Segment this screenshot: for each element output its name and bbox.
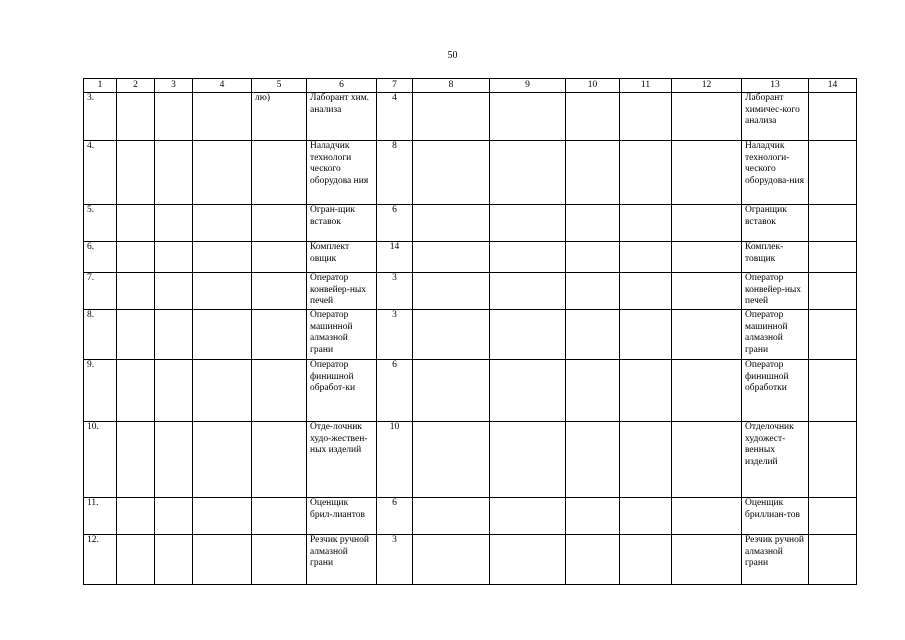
table-cell [566,242,620,273]
table-cell [117,535,155,585]
table-cell [413,93,490,141]
table-cell [193,205,252,242]
row-number: 8. [84,310,117,360]
table-cell [620,273,672,310]
table-cell [155,360,193,422]
column-header: 11 [620,79,672,93]
column-header: 10 [566,79,620,93]
table-cell [117,273,155,310]
table-cell [413,498,490,535]
table-cell [566,422,620,498]
table-cell [193,273,252,310]
profession-cell: Наладчик технологи ческого оборудова ния [307,141,377,205]
table-cell [566,310,620,360]
row-number: 4. [84,141,117,205]
column-header: 5 [252,79,307,93]
column-header: 14 [809,79,857,93]
table-cell [809,535,857,585]
row-number: 6. [84,242,117,273]
column-header: 4 [193,79,252,93]
table-cell [117,93,155,141]
table-cell [809,273,857,310]
row-number: 12. [84,535,117,585]
column-5-cell [252,310,307,360]
row-number: 5. [84,205,117,242]
table-cell [672,422,742,498]
table-cell [413,242,490,273]
column-header: 7 [377,79,413,93]
column-header: 13 [742,79,809,93]
table-cell [117,242,155,273]
table-cell [155,498,193,535]
table-row [84,310,857,360]
table-cell [117,205,155,242]
table-cell [413,310,490,360]
count-cell: 3 [377,535,413,585]
table-row [84,242,857,273]
table-cell [566,141,620,205]
table-cell [809,498,857,535]
header-row [84,79,857,93]
table-row [84,422,857,498]
table-cell [193,360,252,422]
table-cell [413,535,490,585]
column-header: 12 [672,79,742,93]
count-cell: 6 [377,498,413,535]
profession-cell: Отде-лочник худо-жествен-ных изделий [307,422,377,498]
table-cell [155,242,193,273]
column-5-cell [252,498,307,535]
table-cell [672,93,742,141]
table-cell [809,422,857,498]
row-number: 10. [84,422,117,498]
table-cell [413,141,490,205]
table-cell [566,273,620,310]
profession-cell: Лаборант хим. анализа [307,93,377,141]
table-cell [566,535,620,585]
table-cell [809,205,857,242]
table-cell [809,310,857,360]
table-cell [620,310,672,360]
table-cell [155,141,193,205]
qualification-cell: Отделочник художест-венных изделий [742,422,809,498]
table-cell [117,498,155,535]
profession-cell: Оператор конвейер-ных печей [307,273,377,310]
table-cell [809,93,857,141]
column-header: 9 [490,79,566,93]
count-cell: 6 [377,205,413,242]
table-cell [490,360,566,422]
table-cell [413,422,490,498]
column-5-cell [252,422,307,498]
count-cell: 10 [377,422,413,498]
table-cell [193,242,252,273]
table-cell [672,273,742,310]
table-cell [809,141,857,205]
qualification-cell: Комплек-товщик [742,242,809,273]
count-cell: 3 [377,310,413,360]
table-cell [566,205,620,242]
table-cell [413,360,490,422]
count-cell: 4 [377,93,413,141]
table-cell [490,273,566,310]
column-header: 1 [84,79,117,93]
table-cell [620,360,672,422]
qualification-cell: Лаборант химичес-кого анализа [742,93,809,141]
table-cell [672,205,742,242]
table-cell [490,242,566,273]
count-cell: 6 [377,360,413,422]
column-header: 3 [155,79,193,93]
qualification-cell: Резчик ручной алмазной грани [742,535,809,585]
table-cell [193,93,252,141]
table-row [84,360,857,422]
profession-cell: Оператор финишной обработ-ки [307,360,377,422]
column-header: 2 [117,79,155,93]
page-number: 50 [447,50,458,61]
table-cell [193,310,252,360]
qualification-cell: Оператор машинной алмазной грани [742,310,809,360]
table-cell [193,498,252,535]
table-cell [413,205,490,242]
row-number: 3. [84,93,117,141]
table-cell [413,273,490,310]
table-cell [672,310,742,360]
table-cell [490,422,566,498]
table-cell [620,498,672,535]
table-cell [193,535,252,585]
column-5-cell [252,205,307,242]
qualification-cell: Наладчик технологи-ческого оборудова-ния [742,141,809,205]
table-cell [155,93,193,141]
profession-cell: Оценщик брил-лиантов [307,498,377,535]
table-cell [672,535,742,585]
table-cell [490,310,566,360]
column-5-cell: лю) [252,93,307,141]
table-cell [620,422,672,498]
count-cell: 8 [377,141,413,205]
qualification-cell: Оператор конвейер-ных печей [742,273,809,310]
table-cell [566,93,620,141]
table-cell [620,242,672,273]
table-cell [672,242,742,273]
table-cell [117,360,155,422]
count-cell: 14 [377,242,413,273]
table-cell [672,360,742,422]
table-row [84,535,857,585]
table-cell [809,242,857,273]
qualification-cell: Оценщик бриллиан-тов [742,498,809,535]
table-cell [117,310,155,360]
table-cell [155,310,193,360]
column-header: 6 [307,79,377,93]
table-body [84,93,857,585]
profession-cell: Резчик ручной алмазной грани [307,535,377,585]
table-cell [620,141,672,205]
table-row [84,205,857,242]
table-cell [490,535,566,585]
table-cell [490,93,566,141]
table-row [84,273,857,310]
table-cell [672,141,742,205]
column-header: 8 [413,79,490,93]
table-cell [490,498,566,535]
table-cell [155,273,193,310]
table-cell [193,422,252,498]
table-cell [155,422,193,498]
count-cell: 3 [377,273,413,310]
profession-cell: Комплект овщик [307,242,377,273]
table-row [84,141,857,205]
table-cell [566,498,620,535]
table-cell [620,93,672,141]
qualification-cell: Оператор финишной обработки [742,360,809,422]
table-cell [155,535,193,585]
profession-cell: Огран-щик вставок [307,205,377,242]
column-5-cell [252,360,307,422]
profession-cell: Оператор машинной алмазной грани [307,310,377,360]
qualification-cell: Огранщик вставок [742,205,809,242]
table-cell [490,141,566,205]
table-cell [117,422,155,498]
table-cell [193,141,252,205]
table-cell [672,498,742,535]
column-5-cell [252,141,307,205]
row-number: 9. [84,360,117,422]
table-cell [117,141,155,205]
table-cell [566,360,620,422]
column-5-cell [252,273,307,310]
table-row [84,93,857,141]
table-cell [155,205,193,242]
table-cell [620,535,672,585]
table-cell [490,205,566,242]
column-5-cell [252,535,307,585]
table-row [84,498,857,535]
row-number: 7. [84,273,117,310]
table-cell [620,205,672,242]
table-cell [809,360,857,422]
staffing-table [83,78,857,585]
column-5-cell [252,242,307,273]
row-number: 11. [84,498,117,535]
